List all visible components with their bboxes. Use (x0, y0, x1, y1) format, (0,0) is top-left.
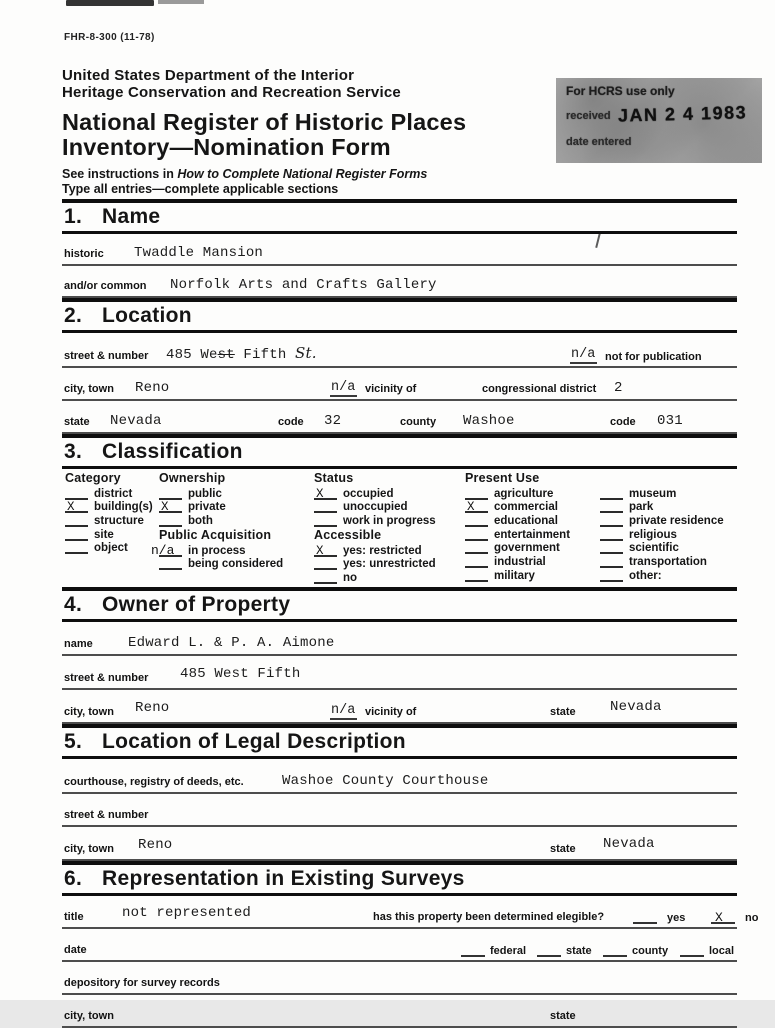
checkbox-label: entertainment (494, 528, 571, 541)
checkbox-line (65, 489, 88, 500)
survey-title-label: title (64, 911, 84, 923)
level-local-option (680, 945, 734, 957)
checkbox-line (65, 543, 88, 554)
checkbox-object (65, 541, 153, 555)
checkbox-structure (65, 513, 153, 527)
checkbox-work-in-progress (314, 513, 436, 527)
checkbox-line (603, 945, 627, 957)
checkbox-line (680, 945, 704, 957)
field-row-owner-name (62, 622, 737, 656)
congressional-district-label: congressional district (482, 383, 597, 395)
legal-state-value: Nevada (603, 836, 655, 852)
common-name-value: Norfolk Arts and Crafts Gallery (170, 277, 437, 293)
checkbox-label: structure (94, 515, 144, 528)
checkbox-label: scientific (629, 542, 679, 555)
checkbox-mark: X (67, 500, 75, 515)
department-line2: Heritage Conservation and Recreation Service (62, 84, 401, 101)
checkbox-label: site (94, 528, 114, 541)
checkbox-label: district (94, 487, 133, 500)
checkbox-line (633, 912, 657, 924)
checkbox-private-residence (600, 513, 724, 527)
checkbox-label: transportation (629, 556, 707, 569)
category-heading: Category (65, 471, 121, 485)
checkbox-educational (465, 513, 570, 527)
field-row-historic (62, 234, 737, 266)
checkbox-label: no (343, 572, 358, 585)
state-level-label: state (566, 945, 592, 957)
stamp-heading: For HCRS use only (566, 84, 675, 98)
checkbox-label: work in progress (343, 515, 436, 528)
checkbox-label: government (494, 542, 560, 555)
vicinity-label: vicinity of (365, 706, 417, 718)
section-number: 1. (64, 205, 83, 228)
state-code-value: 32 (324, 413, 342, 429)
eligible-yes-option (633, 912, 685, 924)
checkbox-mark: X (316, 486, 324, 501)
checkbox-label: being considered (188, 558, 284, 571)
section-1-header (62, 199, 737, 234)
historic-value: Twaddle Mansion (134, 245, 264, 261)
section-number: 4. (64, 593, 83, 616)
field-row-legal-street (62, 794, 737, 827)
owner-state-value: Nevada (610, 699, 662, 715)
checkbox-industrial (465, 554, 570, 568)
checkbox-site (65, 527, 153, 541)
level-federal-option (461, 945, 526, 957)
checkbox-line (159, 559, 182, 570)
present-use-column-1 (465, 471, 570, 582)
checkbox-military (465, 568, 570, 582)
checkbox-line (314, 502, 337, 513)
checkbox-line (314, 559, 337, 570)
form-title (62, 110, 737, 160)
legal-city-value: Reno (138, 837, 173, 853)
ownership-column (151, 471, 284, 571)
checkbox-private (159, 500, 283, 514)
checkbox-line (461, 945, 485, 957)
common-name-label: and/or common (64, 280, 147, 292)
owner-state-label: state (550, 706, 576, 718)
street-value: 485 West Fifth St. (166, 344, 317, 363)
checkbox-other (600, 568, 724, 582)
section-6-header (62, 861, 737, 896)
checkbox-occupied (314, 486, 436, 500)
checkbox-commercial (465, 500, 570, 514)
level-state-option (537, 945, 592, 957)
checkbox-line (600, 489, 623, 500)
checkbox-line (465, 530, 488, 541)
vicinity-label: vicinity of (365, 383, 417, 395)
checkbox-line (159, 502, 182, 513)
field-row-depository (62, 962, 737, 995)
checkbox-line (159, 516, 182, 527)
field-row-state (62, 401, 737, 434)
field-row-common-name (62, 266, 737, 298)
instructions-manual-title: How to Complete National Register Forms (177, 167, 428, 181)
checkbox-label: educational (494, 515, 558, 528)
courthouse-label: courthouse, registry of deeds, etc. (64, 776, 244, 788)
section-title: Name (102, 205, 161, 228)
state-label: state (64, 416, 90, 428)
checkbox-label: yes: unrestricted (343, 558, 436, 571)
owner-street-value: 485 West Fifth (180, 666, 301, 682)
checkbox-line (465, 489, 488, 500)
checkbox-line (465, 571, 488, 582)
checkbox-line (600, 557, 623, 568)
checkbox-label: object (94, 542, 128, 555)
section-number: 5. (64, 730, 83, 753)
checkbox-religious (600, 527, 724, 541)
instructions-line2: Type all entries—complete applicable sections (62, 182, 339, 196)
checkbox-line (314, 543, 337, 558)
section-2-header (62, 298, 737, 333)
section-title: Classification (102, 440, 243, 463)
form-title-line2: Inventory—Nomination Form (62, 134, 391, 160)
checkbox-no (314, 570, 436, 584)
classification-checkbox-area (62, 469, 737, 585)
field-row-survey-title (62, 896, 759, 929)
survey-date-label: date (64, 944, 87, 956)
form-instructions (62, 167, 737, 197)
checkbox-label: private residence (629, 515, 724, 528)
checkbox-label: commercial (494, 501, 558, 514)
checkbox-buildings (65, 500, 153, 514)
checkbox-label: museum (629, 487, 677, 500)
checkbox-label: religious (629, 528, 677, 541)
section-3-header (62, 434, 737, 469)
field-row-city (62, 368, 737, 401)
checkbox-label: in process (188, 544, 246, 557)
accessible-heading: Accessible (314, 528, 382, 543)
checkbox-line (600, 571, 623, 582)
yes-label: yes (667, 912, 686, 924)
checkbox-line (465, 557, 488, 568)
city-label: city, town (64, 383, 114, 395)
street-label: street & number (64, 350, 149, 362)
date-entered-label: date entered (566, 136, 632, 148)
checkbox-label: public (188, 487, 222, 500)
federal-label: federal (490, 945, 527, 957)
checkbox-label: unoccupied (343, 501, 408, 514)
checkbox-line (600, 530, 623, 541)
checkbox-transportation (600, 554, 724, 568)
status-column (314, 471, 436, 584)
instructions-line1: See instructions in How to Complete National Register Forms (62, 167, 428, 181)
checkbox-mark: X (467, 500, 475, 515)
owner-city-value: Reno (135, 700, 170, 716)
historic-label: historic (64, 248, 104, 260)
checkbox-line (65, 502, 88, 513)
form-title-line1: National Register of Historic Places (62, 109, 467, 135)
owner-city-label: city, town (64, 706, 114, 718)
survey-city-label: city, town (64, 1010, 114, 1022)
state-value: Nevada (110, 413, 162, 429)
checkbox-yes-unrestricted (314, 557, 436, 571)
checkbox-label: other: (629, 569, 662, 582)
checkbox-label: private (188, 501, 226, 514)
legal-city-label: city, town (64, 843, 114, 855)
checkbox-line (537, 945, 561, 957)
county-code-value: 031 (657, 413, 683, 429)
checkbox-district (65, 486, 153, 500)
depository-label: depository for survey records (64, 977, 220, 989)
struck-text: st (217, 347, 235, 363)
checkbox-line (465, 543, 488, 554)
section-title: Owner of Property (102, 593, 291, 616)
checkbox-label: yes: restricted (343, 544, 422, 557)
checkbox-label: industrial (494, 556, 546, 569)
city-value: Reno (135, 380, 170, 396)
section-title: Location of Legal Description (102, 730, 406, 753)
checkbox-line (465, 502, 488, 513)
present-use-column-2 (600, 486, 724, 582)
no-label: no (745, 912, 759, 924)
owner-name-label: name (64, 638, 93, 650)
survey-title-value: not represented (122, 905, 252, 921)
legal-state-label: state (550, 843, 576, 855)
congressional-district-value: 2 (614, 380, 623, 396)
checkbox-unoccupied (314, 500, 436, 514)
eligible-question-label: has this property been determined elegible? (373, 911, 605, 923)
checkbox-mark: X (316, 543, 324, 558)
form-number: FHR-8-300 (11-78) (64, 32, 155, 43)
field-row-owner-street (62, 656, 737, 690)
section-5-header (62, 724, 737, 759)
checkbox-line (151, 542, 182, 558)
checkbox-label: military (494, 569, 535, 582)
checkbox-museum (600, 486, 724, 500)
checkbox-line (600, 543, 623, 554)
checkbox-both (159, 513, 283, 527)
code-label: code (278, 416, 304, 428)
received-date-stamp: JAN 2 4 1983 (617, 102, 748, 126)
not-for-publication-label: not for publication (605, 351, 702, 363)
section-number: 2. (64, 304, 83, 327)
checkbox-mark: X (161, 500, 169, 515)
present-use-heading: Present Use (465, 471, 540, 485)
field-row-street (62, 333, 737, 368)
department-name (62, 67, 737, 101)
owner-name-value: Edward L. & P. A. Aimone (128, 635, 335, 651)
code-label: code (610, 416, 636, 428)
checkbox-park (600, 500, 724, 514)
category-column (65, 471, 153, 554)
field-row-courthouse (62, 759, 737, 794)
checkbox-agriculture (465, 486, 570, 500)
checkbox-line (65, 516, 88, 527)
checkbox-line (600, 502, 623, 513)
na-not-for-publication: n/a (571, 347, 596, 362)
checkbox-line (314, 516, 337, 527)
checkbox-label: park (629, 501, 654, 514)
field-row-survey-date (62, 929, 737, 962)
status-heading: Status (314, 471, 354, 485)
checkbox-label: building(s) (94, 501, 153, 514)
courthouse-value: Washoe County Courthouse (282, 773, 489, 789)
checkbox-being-considered (159, 557, 283, 571)
na-vicinity: n/a (331, 380, 356, 395)
checkbox-yes-restricted (314, 543, 436, 557)
section-title: Location (102, 304, 192, 327)
field-row-owner-city (62, 690, 737, 724)
checkbox-line (314, 486, 337, 501)
handwritten-st: St. (295, 344, 317, 362)
checkbox-label: both (188, 515, 213, 528)
checkbox-public (159, 486, 283, 500)
section-title: Representation in Existing Surveys (102, 867, 465, 890)
ownership-heading: Ownership (159, 471, 226, 485)
checkbox-line (711, 912, 735, 924)
received-label: received (566, 110, 611, 122)
checkbox-mark: n/a (151, 542, 175, 558)
checkbox-mark: X (715, 910, 723, 925)
checkbox-line (465, 516, 488, 527)
checkbox-label: occupied (343, 487, 394, 500)
section-number: 6. (64, 867, 83, 890)
legal-street-label: street & number (64, 809, 149, 821)
field-row-legal-city (62, 827, 737, 861)
checkbox-line (600, 516, 623, 527)
section-4-header (62, 587, 737, 622)
checkbox-line (65, 530, 88, 541)
department-line1: United States Department of the Interior (62, 67, 355, 84)
checkbox-entertainment (465, 527, 570, 541)
checkbox-line (314, 573, 337, 584)
na-vicinity: n/a (331, 703, 356, 718)
checkbox-label: agriculture (494, 487, 554, 500)
checkbox-in-process (151, 542, 283, 558)
county-level-label: county (632, 945, 669, 957)
level-county-option (603, 945, 668, 957)
owner-street-label: street & number (64, 672, 149, 684)
county-value: Washoe (463, 413, 515, 429)
checkbox-government (465, 541, 570, 555)
public-acquisition-heading: Public Acquisition (159, 528, 272, 543)
county-label: county (400, 416, 437, 428)
local-label: local (709, 945, 735, 957)
checkbox-line (159, 489, 182, 500)
field-row-survey-city (62, 995, 737, 1028)
section-number: 3. (64, 440, 83, 463)
checkbox-scientific (600, 541, 724, 555)
survey-state-label: state (550, 1010, 576, 1022)
eligible-no-option (711, 912, 758, 924)
